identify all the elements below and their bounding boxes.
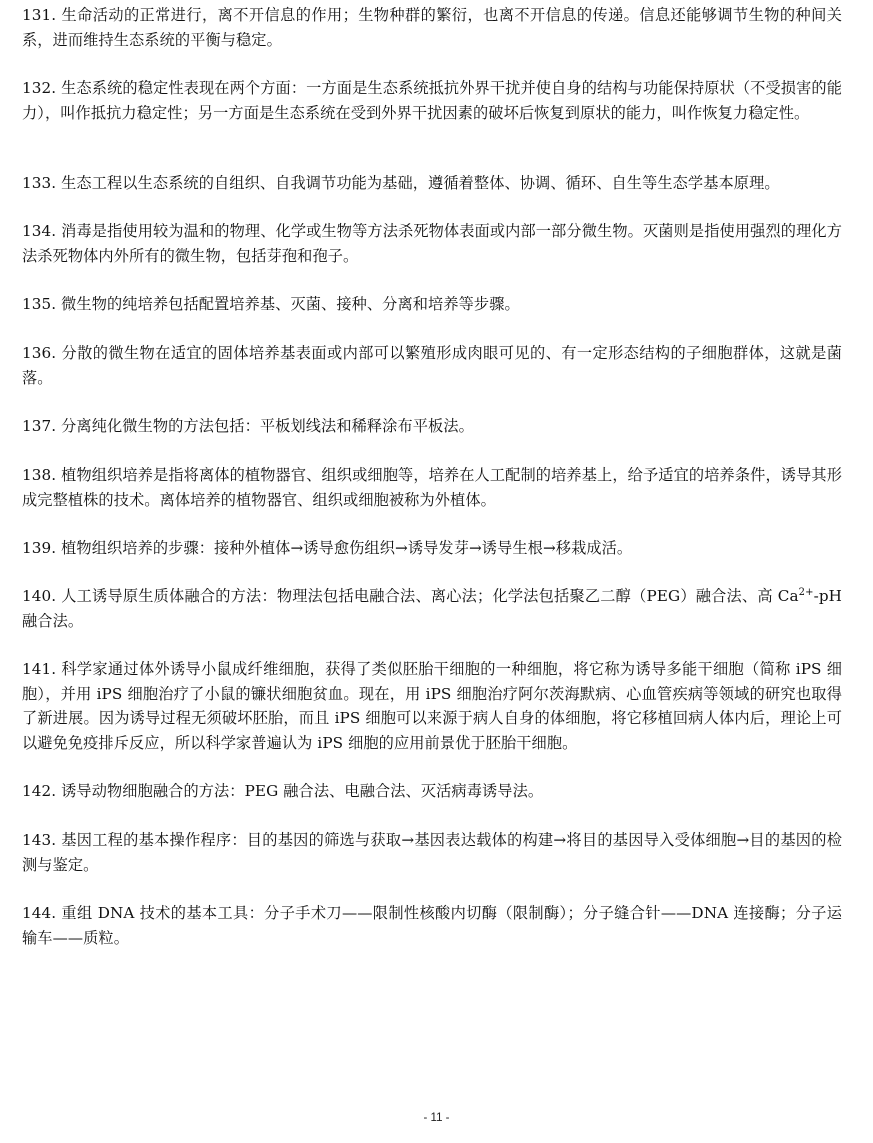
paragraph-144: 144. 重组 DNA 技术的基本工具：分子手术刀——限制性核酸内切酶（限制酶）；分子缝合针——DNA 连接酶；分子运输车——质粒。 xyxy=(22,904,842,947)
paragraph-140-text: 140. 人工诱导原生质体融合的方法：物理法包括电融合法、离心法；化学法包括聚乙二醇（PEG）融合法、高 Ca xyxy=(22,587,799,605)
paragraph-143: 143. 基因工程的基本操作程序：目的基因的筛选与获取→基因表达载体的构建→将目的基因导入受体细胞→目的基因的检测与鉴定。 xyxy=(22,831,842,874)
paragraph-140-tail: -pH 融合法。 xyxy=(22,587,842,630)
paragraph-140 xyxy=(22,584,842,633)
paragraph-142: 142. 诱导动物细胞融合的方法：PEG 融合法、电融合法、灭活病毒诱导法。 xyxy=(22,782,544,800)
paragraph-133: 133. 生态工程以生态系统的自组织、自我调节功能为基础，遵循着整体、协调、循环、自生等生态学基本原理。 xyxy=(22,174,780,192)
paragraph-138: 138. 植物组织培养是指将离体的植物器官、组织或细胞等，培养在人工配制的培养基上，给予适宜的培养条件，诱导其形成完整植株的技术。离体培养的植物器官、组织或细胞被称为外植体。 xyxy=(22,466,842,509)
paragraph-132: 132. 生态系统的稳定性表现在两个方面：一方面是生态系统抵抗外界干扰并使自身的结构与功能保持原状（不受损害的能力），叫作抵抗力稳定性；另一方面是生态系统在受到外界干扰因素的破坏后恢复到原状的能力，叫作恢复力稳定性。 xyxy=(22,79,842,122)
paragraph-136: 136. 分散的微生物在适宜的固体培养基表面或内部可以繁殖形成肉眼可见的、有一定形态结构的子细胞群体，这就是菌落。 xyxy=(22,344,842,387)
paragraph-135: 135. 微生物的纯培养包括配置培养基、灭菌、接种、分离和培养等步骤。 xyxy=(22,295,520,313)
paragraph-131: 131. 生命活动的正常进行，离不开信息的作用；生物种群的繁衍，也离不开信息的传递。信息还能够调节生物的种间关系，进而维持生态系统的平衡与稳定。 xyxy=(22,6,842,49)
paragraph-139: 139. 植物组织培养的步骤：接种外植体→诱导愈伤组织→诱导发芽→诱导生根→移栽成活。 xyxy=(22,539,633,557)
paragraph-137: 137. 分离纯化微生物的方法包括：平板划线法和稀释涂布平板法。 xyxy=(22,417,474,435)
page-number: - 11 - xyxy=(423,1112,450,1124)
paragraph-141: 141. 科学家通过体外诱导小鼠成纤维细胞，获得了类似胚胎干细胞的一种细胞，将它称为诱导多能干细胞（简称 iPS 细胞），并用 iPS 细胞治疗了小鼠的镰状细胞贫血。现在，用 iPS 细胞治疗阿尔茨海默病、心血管疾病等领域的研究也取得了新进展。因为诱导过程无须破坏胚胎，而且 iPS 细胞可以来源于病人自身的体细胞，将它移植回病人体内后，理论上可以避免免疫排斥反应，所以科学家普遍认为 iPS 细胞的应用前景优于胚胎干细胞。 xyxy=(22,660,842,752)
ion-charge-superscript: 2+ xyxy=(798,586,814,598)
paragraph-134: 134. 消毒是指使用较为温和的物理、化学或生物等方法杀死物体表面或内部一部分微生物。灭菌则是指使用强烈的理化方法杀死物体内外所有的微生物，包括芽孢和孢子。 xyxy=(22,222,842,265)
